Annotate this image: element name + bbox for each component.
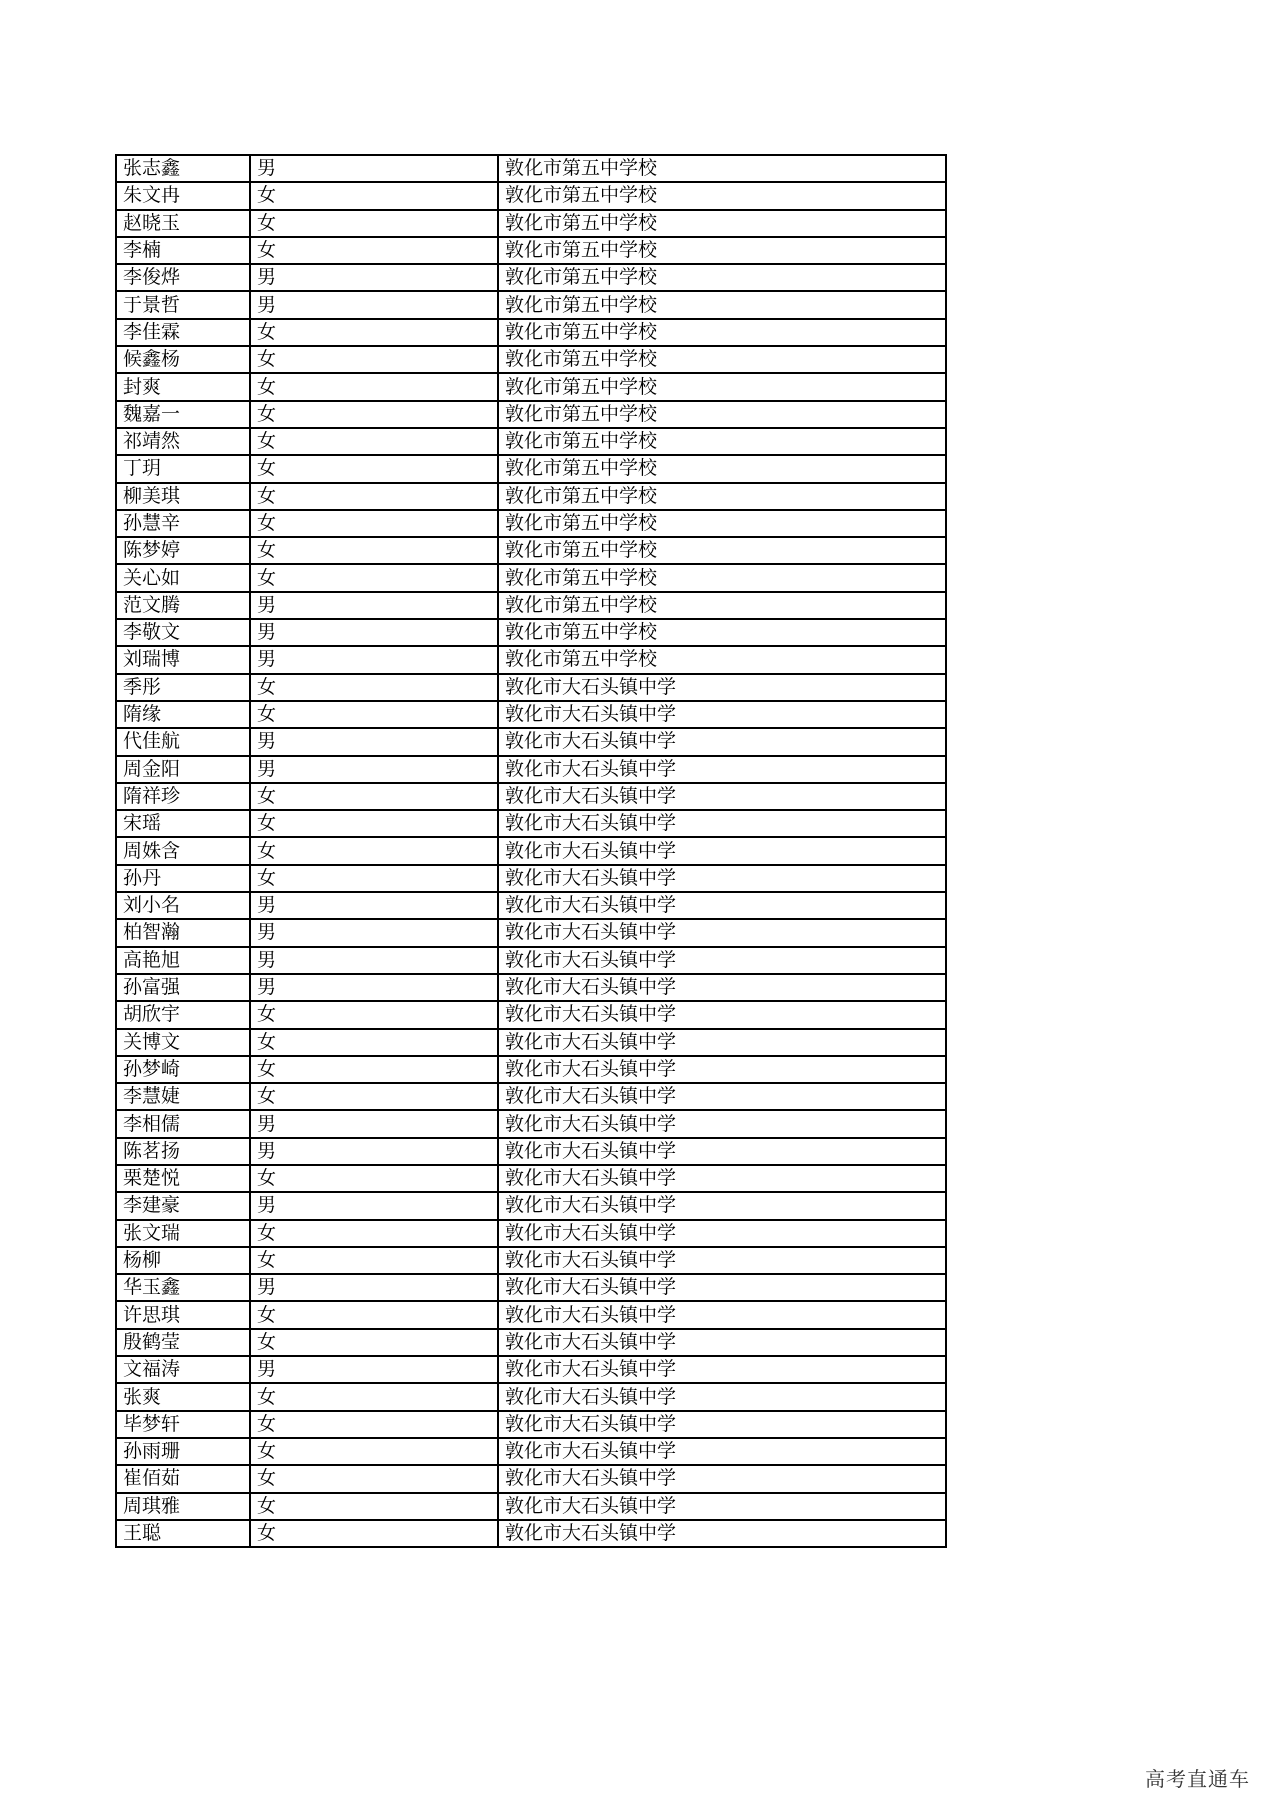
- table-row: [116, 810, 946, 837]
- school-cell: 敦化市第五中学校: [498, 619, 946, 646]
- school-cell: 敦化市大石头镇中学: [498, 701, 946, 728]
- gender-cell: 女: [250, 1411, 498, 1438]
- table-row: [116, 865, 946, 892]
- school-cell: 敦化市大石头镇中学: [498, 1465, 946, 1492]
- gender-cell: 女: [250, 319, 498, 346]
- name-cell: 柳美琪: [116, 483, 250, 510]
- table-row: [116, 974, 946, 1001]
- gender-cell: 女: [250, 401, 498, 428]
- gender-cell: 男: [250, 974, 498, 1001]
- school-cell: 敦化市第五中学校: [498, 237, 946, 264]
- table-row: [116, 701, 946, 728]
- gender-cell: 女: [250, 810, 498, 837]
- school-cell: 敦化市大石头镇中学: [498, 1029, 946, 1056]
- school-cell: 敦化市大石头镇中学: [498, 865, 946, 892]
- name-cell: 张志鑫: [116, 155, 250, 182]
- name-cell: 魏嘉一: [116, 401, 250, 428]
- school-cell: 敦化市第五中学校: [498, 428, 946, 455]
- school-cell: 敦化市第五中学校: [498, 155, 946, 182]
- table-row: [116, 592, 946, 619]
- name-cell: 柏智瀚: [116, 919, 250, 946]
- table-row: [116, 401, 946, 428]
- gender-cell: 男: [250, 619, 498, 646]
- student-list-body: [116, 155, 946, 1547]
- name-cell: 张文瑞: [116, 1220, 250, 1247]
- name-cell: 于景哲: [116, 291, 250, 318]
- table-row: [116, 155, 946, 182]
- gender-cell: 男: [250, 155, 498, 182]
- table-row: [116, 1383, 946, 1410]
- name-cell: 李俊烨: [116, 264, 250, 291]
- gender-cell: 女: [250, 455, 498, 482]
- name-cell: 陈茗扬: [116, 1138, 250, 1165]
- name-cell: 孙富强: [116, 974, 250, 1001]
- school-cell: 敦化市大石头镇中学: [498, 756, 946, 783]
- school-cell: 敦化市第五中学校: [498, 401, 946, 428]
- gender-cell: 男: [250, 919, 498, 946]
- gender-cell: 女: [250, 837, 498, 864]
- name-cell: 王聪: [116, 1520, 250, 1547]
- table-row: [116, 783, 946, 810]
- name-cell: 关心如: [116, 564, 250, 591]
- table-row: [116, 291, 946, 318]
- gender-cell: 女: [250, 1329, 498, 1356]
- school-cell: 敦化市大石头镇中学: [498, 783, 946, 810]
- table-row: [116, 1247, 946, 1274]
- name-cell: 李楠: [116, 237, 250, 264]
- gender-cell: 女: [250, 373, 498, 400]
- name-cell: 李佳霖: [116, 319, 250, 346]
- name-cell: 封爽: [116, 373, 250, 400]
- gender-cell: 男: [250, 1192, 498, 1219]
- school-cell: 敦化市大石头镇中学: [498, 1165, 946, 1192]
- table-row: [116, 1411, 946, 1438]
- gender-cell: 女: [250, 783, 498, 810]
- school-cell: 敦化市第五中学校: [498, 592, 946, 619]
- gender-cell: 男: [250, 264, 498, 291]
- school-cell: 敦化市大石头镇中学: [498, 1301, 946, 1328]
- gender-cell: 女: [250, 483, 498, 510]
- gender-cell: 女: [250, 428, 498, 455]
- name-cell: 候鑫杨: [116, 346, 250, 373]
- table-row: [116, 1165, 946, 1192]
- table-row: [116, 837, 946, 864]
- gender-cell: 女: [250, 1056, 498, 1083]
- name-cell: 孙慧辛: [116, 510, 250, 537]
- table-row: [116, 537, 946, 564]
- table-row: [116, 1493, 946, 1520]
- gender-cell: 女: [250, 1247, 498, 1274]
- school-cell: 敦化市大石头镇中学: [498, 1110, 946, 1137]
- table-row: [116, 346, 946, 373]
- table-row: [116, 1083, 946, 1110]
- school-cell: 敦化市大石头镇中学: [498, 892, 946, 919]
- name-cell: 文福涛: [116, 1356, 250, 1383]
- table-row: [116, 510, 946, 537]
- gender-cell: 男: [250, 291, 498, 318]
- gender-cell: 女: [250, 1520, 498, 1547]
- table-row: [116, 428, 946, 455]
- school-cell: 敦化市第五中学校: [498, 210, 946, 237]
- gender-cell: 女: [250, 510, 498, 537]
- school-cell: 敦化市大石头镇中学: [498, 810, 946, 837]
- name-cell: 孙丹: [116, 865, 250, 892]
- gender-cell: 女: [250, 346, 498, 373]
- name-cell: 周姝含: [116, 837, 250, 864]
- name-cell: 宋瑶: [116, 810, 250, 837]
- gender-cell: 女: [250, 210, 498, 237]
- table-row: [116, 1301, 946, 1328]
- table-row: [116, 455, 946, 482]
- school-cell: 敦化市大石头镇中学: [498, 1083, 946, 1110]
- name-cell: 代佳航: [116, 728, 250, 755]
- school-cell: 敦化市第五中学校: [498, 373, 946, 400]
- school-cell: 敦化市大石头镇中学: [498, 1192, 946, 1219]
- gender-cell: 男: [250, 1110, 498, 1137]
- table-row: [116, 1274, 946, 1301]
- school-cell: 敦化市大石头镇中学: [498, 1493, 946, 1520]
- gender-cell: 男: [250, 646, 498, 673]
- school-cell: 敦化市第五中学校: [498, 346, 946, 373]
- name-cell: 刘小名: [116, 892, 250, 919]
- gender-cell: 男: [250, 1356, 498, 1383]
- name-cell: 许思琪: [116, 1301, 250, 1328]
- name-cell: 隋缘: [116, 701, 250, 728]
- gender-cell: 女: [250, 564, 498, 591]
- name-cell: 范文腾: [116, 592, 250, 619]
- gender-cell: 女: [250, 1165, 498, 1192]
- school-cell: 敦化市第五中学校: [498, 537, 946, 564]
- table-row: [116, 264, 946, 291]
- gender-cell: 女: [250, 865, 498, 892]
- name-cell: 陈梦婷: [116, 537, 250, 564]
- table-row: [116, 182, 946, 209]
- table-row: [116, 728, 946, 755]
- name-cell: 华玉鑫: [116, 1274, 250, 1301]
- name-cell: 杨柳: [116, 1247, 250, 1274]
- name-cell: 隋祥珍: [116, 783, 250, 810]
- table-row: [116, 237, 946, 264]
- table-row: [116, 919, 946, 946]
- table-row: [116, 1029, 946, 1056]
- school-cell: 敦化市大石头镇中学: [498, 974, 946, 1001]
- school-cell: 敦化市第五中学校: [498, 564, 946, 591]
- name-cell: 祁靖然: [116, 428, 250, 455]
- gender-cell: 男: [250, 1274, 498, 1301]
- school-cell: 敦化市第五中学校: [498, 483, 946, 510]
- table-row: [116, 1110, 946, 1137]
- table-row: [116, 892, 946, 919]
- gender-cell: 女: [250, 674, 498, 701]
- gender-cell: 女: [250, 237, 498, 264]
- school-cell: 敦化市大石头镇中学: [498, 919, 946, 946]
- school-cell: 敦化市大石头镇中学: [498, 1247, 946, 1274]
- school-cell: 敦化市大石头镇中学: [498, 674, 946, 701]
- name-cell: 周金阳: [116, 756, 250, 783]
- name-cell: 胡欣宇: [116, 1001, 250, 1028]
- school-cell: 敦化市第五中学校: [498, 510, 946, 537]
- school-cell: 敦化市大石头镇中学: [498, 837, 946, 864]
- name-cell: 殷鹤莹: [116, 1329, 250, 1356]
- table-row: [116, 674, 946, 701]
- school-cell: 敦化市大石头镇中学: [498, 947, 946, 974]
- gender-cell: 女: [250, 1301, 498, 1328]
- gender-cell: 女: [250, 1001, 498, 1028]
- school-cell: 敦化市第五中学校: [498, 264, 946, 291]
- gender-cell: 女: [250, 1220, 498, 1247]
- table-row: [116, 1138, 946, 1165]
- school-cell: 敦化市第五中学校: [498, 291, 946, 318]
- school-cell: 敦化市第五中学校: [498, 455, 946, 482]
- gender-cell: 男: [250, 1138, 498, 1165]
- gender-cell: 女: [250, 182, 498, 209]
- name-cell: 孙雨珊: [116, 1438, 250, 1465]
- gender-cell: 男: [250, 947, 498, 974]
- gender-cell: 女: [250, 1383, 498, 1410]
- school-cell: 敦化市大石头镇中学: [498, 1438, 946, 1465]
- gender-cell: 女: [250, 1493, 498, 1520]
- table-row: [116, 373, 946, 400]
- name-cell: 李敬文: [116, 619, 250, 646]
- table-row: [116, 1220, 946, 1247]
- table-row: [116, 947, 946, 974]
- gender-cell: 男: [250, 592, 498, 619]
- table-row: [116, 319, 946, 346]
- school-cell: 敦化市第五中学校: [498, 646, 946, 673]
- gender-cell: 女: [250, 1083, 498, 1110]
- gender-cell: 女: [250, 701, 498, 728]
- school-cell: 敦化市大石头镇中学: [498, 1001, 946, 1028]
- gender-cell: 女: [250, 537, 498, 564]
- student-list-table: [115, 154, 947, 1548]
- table-row: [116, 1192, 946, 1219]
- name-cell: 李慧婕: [116, 1083, 250, 1110]
- name-cell: 高艳旭: [116, 947, 250, 974]
- name-cell: 丁玥: [116, 455, 250, 482]
- school-cell: 敦化市第五中学校: [498, 319, 946, 346]
- name-cell: 赵晓玉: [116, 210, 250, 237]
- name-cell: 刘瑞博: [116, 646, 250, 673]
- table-row: [116, 756, 946, 783]
- school-cell: 敦化市大石头镇中学: [498, 1329, 946, 1356]
- gender-cell: 女: [250, 1438, 498, 1465]
- gender-cell: 男: [250, 892, 498, 919]
- school-cell: 敦化市大石头镇中学: [498, 1520, 946, 1547]
- name-cell: 李相儒: [116, 1110, 250, 1137]
- name-cell: 周琪雅: [116, 1493, 250, 1520]
- school-cell: 敦化市大石头镇中学: [498, 1138, 946, 1165]
- name-cell: 张爽: [116, 1383, 250, 1410]
- table-row: [116, 1520, 946, 1547]
- table-row: [116, 1056, 946, 1083]
- table-row: [116, 1356, 946, 1383]
- table-row: [116, 564, 946, 591]
- school-cell: 敦化市大石头镇中学: [498, 1411, 946, 1438]
- name-cell: 孙梦崎: [116, 1056, 250, 1083]
- gender-cell: 男: [250, 756, 498, 783]
- name-cell: 朱文冉: [116, 182, 250, 209]
- table-row: [116, 646, 946, 673]
- school-cell: 敦化市大石头镇中学: [498, 1356, 946, 1383]
- name-cell: 李建豪: [116, 1192, 250, 1219]
- table-row: [116, 210, 946, 237]
- gender-cell: 女: [250, 1465, 498, 1492]
- name-cell: 毕梦轩: [116, 1411, 250, 1438]
- school-cell: 敦化市第五中学校: [498, 182, 946, 209]
- name-cell: 季彤: [116, 674, 250, 701]
- gender-cell: 女: [250, 1029, 498, 1056]
- table-row: [116, 619, 946, 646]
- table-row: [116, 1438, 946, 1465]
- school-cell: 敦化市大石头镇中学: [498, 1056, 946, 1083]
- table-row: [116, 483, 946, 510]
- table-row: [116, 1329, 946, 1356]
- school-cell: 敦化市大石头镇中学: [498, 1383, 946, 1410]
- watermark: 高考直通车: [1145, 1767, 1250, 1791]
- school-cell: 敦化市大石头镇中学: [498, 1220, 946, 1247]
- school-cell: 敦化市大石头镇中学: [498, 1274, 946, 1301]
- school-cell: 敦化市大石头镇中学: [498, 728, 946, 755]
- name-cell: 关博文: [116, 1029, 250, 1056]
- gender-cell: 男: [250, 728, 498, 755]
- table-row: [116, 1465, 946, 1492]
- table-row: [116, 1001, 946, 1028]
- name-cell: 栗楚悦: [116, 1165, 250, 1192]
- name-cell: 崔佰茹: [116, 1465, 250, 1492]
